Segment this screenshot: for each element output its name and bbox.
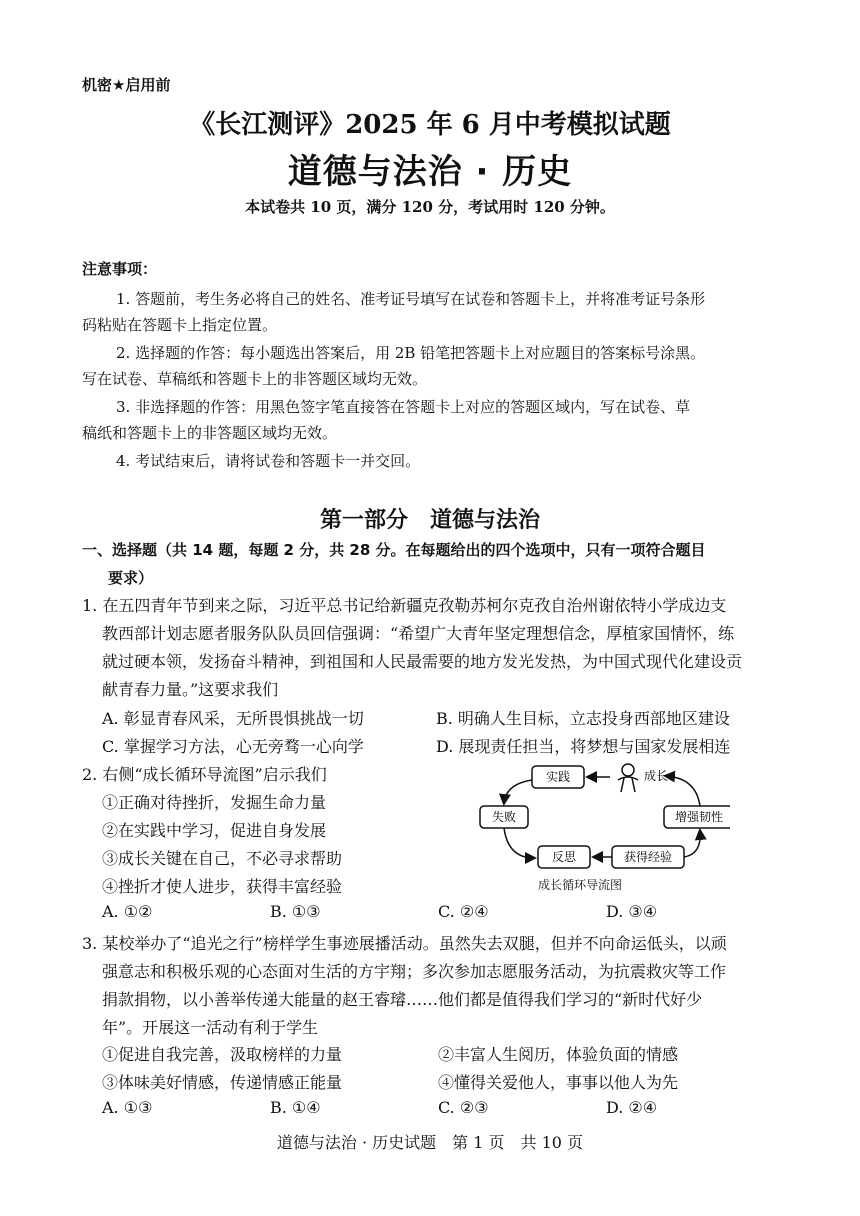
- question-3-stem: 3. 某校举办了“追光之行”榜样学生事迹展播活动。虽然失去双腿，但并不向命运低头，以顽 强意志和积极乐观的心态面对生活的方宇翔；多次参加志愿服务活动，为抗震救灾等工作 捐款捐物，以小善举传递大能量的赵王睿璿……他们都是值得我们学习的“新时代好少 年”。开展这一活动有利于学生: [82, 934, 727, 1037]
- practice-label: 实践: [545, 770, 571, 784]
- failure-label: 失败: [491, 810, 517, 824]
- q1-option-b: B. 明确人生目标，立志投身西部地区建设: [436, 709, 730, 728]
- page-footer: 道德与法治 · 历史试题 第 1 页 共 10 页: [276, 1133, 584, 1152]
- q3-item-1: ①促进自我完善，汲取榜样的力量: [102, 1045, 343, 1064]
- note-item-3: 3. 非选择题的作答：用黑色签字笔直接答在答题卡上对应的答题区域内，写在试卷、草 稿纸和答题卡上的非答题区域均无效。: [82, 398, 691, 442]
- section-heading: 一、选择题（共 14 题，每题 2 分，共 28 分。在每题给出的四个选项中，只有一项符合题目 要求）: [82, 541, 706, 587]
- exam-info: 本试卷共 10 页，满分 120 分，考试用时 120 分钟。: [245, 198, 615, 216]
- diagram-caption: 成长循环导流图: [537, 878, 622, 892]
- reflect-label: 反思: [551, 850, 577, 864]
- note-item-2: 2. 选择题的作答：每小题选出答案后，用 2B 铅笔把答题卡上对应题目的答案标号涂黑。 写在试卷、草稿纸和答题卡上的非答题区域均无效。: [82, 344, 706, 388]
- q2-option-c: C. ②④: [438, 902, 489, 921]
- q2-option-b: B. ①③: [270, 902, 321, 921]
- note-item-1: 1. 答题前，考生务必将自己的姓名、准考证号填写在试卷和答题卡上，并将准考证号条形 码粘贴在答题卡上指定位置。: [82, 290, 706, 334]
- q2-item-3: ③成长关键在自己，不必寻求帮助: [102, 849, 343, 868]
- q2-option-a: A. ①②: [102, 902, 153, 921]
- exam-title: 《长江测评》2025 年 6 月中考模拟试题: [189, 110, 671, 140]
- question-2-stem: 2. 右侧“成长循环导流图”启示我们: [82, 765, 327, 784]
- person-icon: [618, 764, 638, 792]
- q2-item-4: ④挫折才使人进步，获得丰富经验: [102, 877, 343, 896]
- notes-title: 注意事项：: [82, 260, 158, 278]
- growth-label: 成长: [644, 769, 669, 783]
- confidential-mark: 机密★启用前: [82, 76, 171, 94]
- note-item-4: 4. 考试结束后，请将试卷和答题卡一并交回。: [116, 452, 421, 470]
- q3-item-2: ②丰富人生阅历，体验负面的情感: [438, 1045, 679, 1064]
- q1-option-c: C. 掌握学习方法，心无旁骛一心向学: [102, 737, 364, 756]
- q2-item-1: ①正确对待挫折，发掘生命力量: [102, 793, 327, 812]
- q3-item-4: ④懂得关爱他人，事事以他人为先: [438, 1073, 679, 1092]
- subject-title: 道德与法治 · 历史: [287, 152, 573, 192]
- resilience-label: 增强韧性: [674, 810, 724, 824]
- q2-item-2: ②在实践中学习，促进自身发展: [102, 821, 327, 840]
- q1-option-a: A. 彰显青春风采，无所畏惧挑战一切: [102, 709, 364, 728]
- q3-option-a: A. ①③: [102, 1098, 153, 1117]
- q2-option-d: D. ③④: [606, 902, 658, 921]
- question-1-stem: 1. 在五四青年节到来之际，习近平总书记给新疆克孜勒苏柯尔克孜自治州谢依特小学成边支 教西部计划志愿者服务队队员回信强调：“希望广大青年坚定理想信念，厚植家国情怀，练 就过硬本领，发扬奋斗精神，到祖国和人民最需要的地方发光发热，为中国式现代化建设贡 献青春力量。”这要求我们: [82, 596, 743, 699]
- q3-item-3: ③体味美好情感，传递情感正能量: [102, 1073, 343, 1092]
- q3-option-b: B. ①④: [270, 1098, 321, 1117]
- part-title: 第一部分 道德与法治: [319, 508, 540, 533]
- q3-option-c: C. ②③: [438, 1098, 489, 1117]
- q1-option-d: D. 展现责任担当，将梦想与国家发展相连: [436, 737, 731, 756]
- experience-label: 获得经验: [623, 850, 673, 864]
- q3-option-d: D. ②④: [606, 1098, 658, 1117]
